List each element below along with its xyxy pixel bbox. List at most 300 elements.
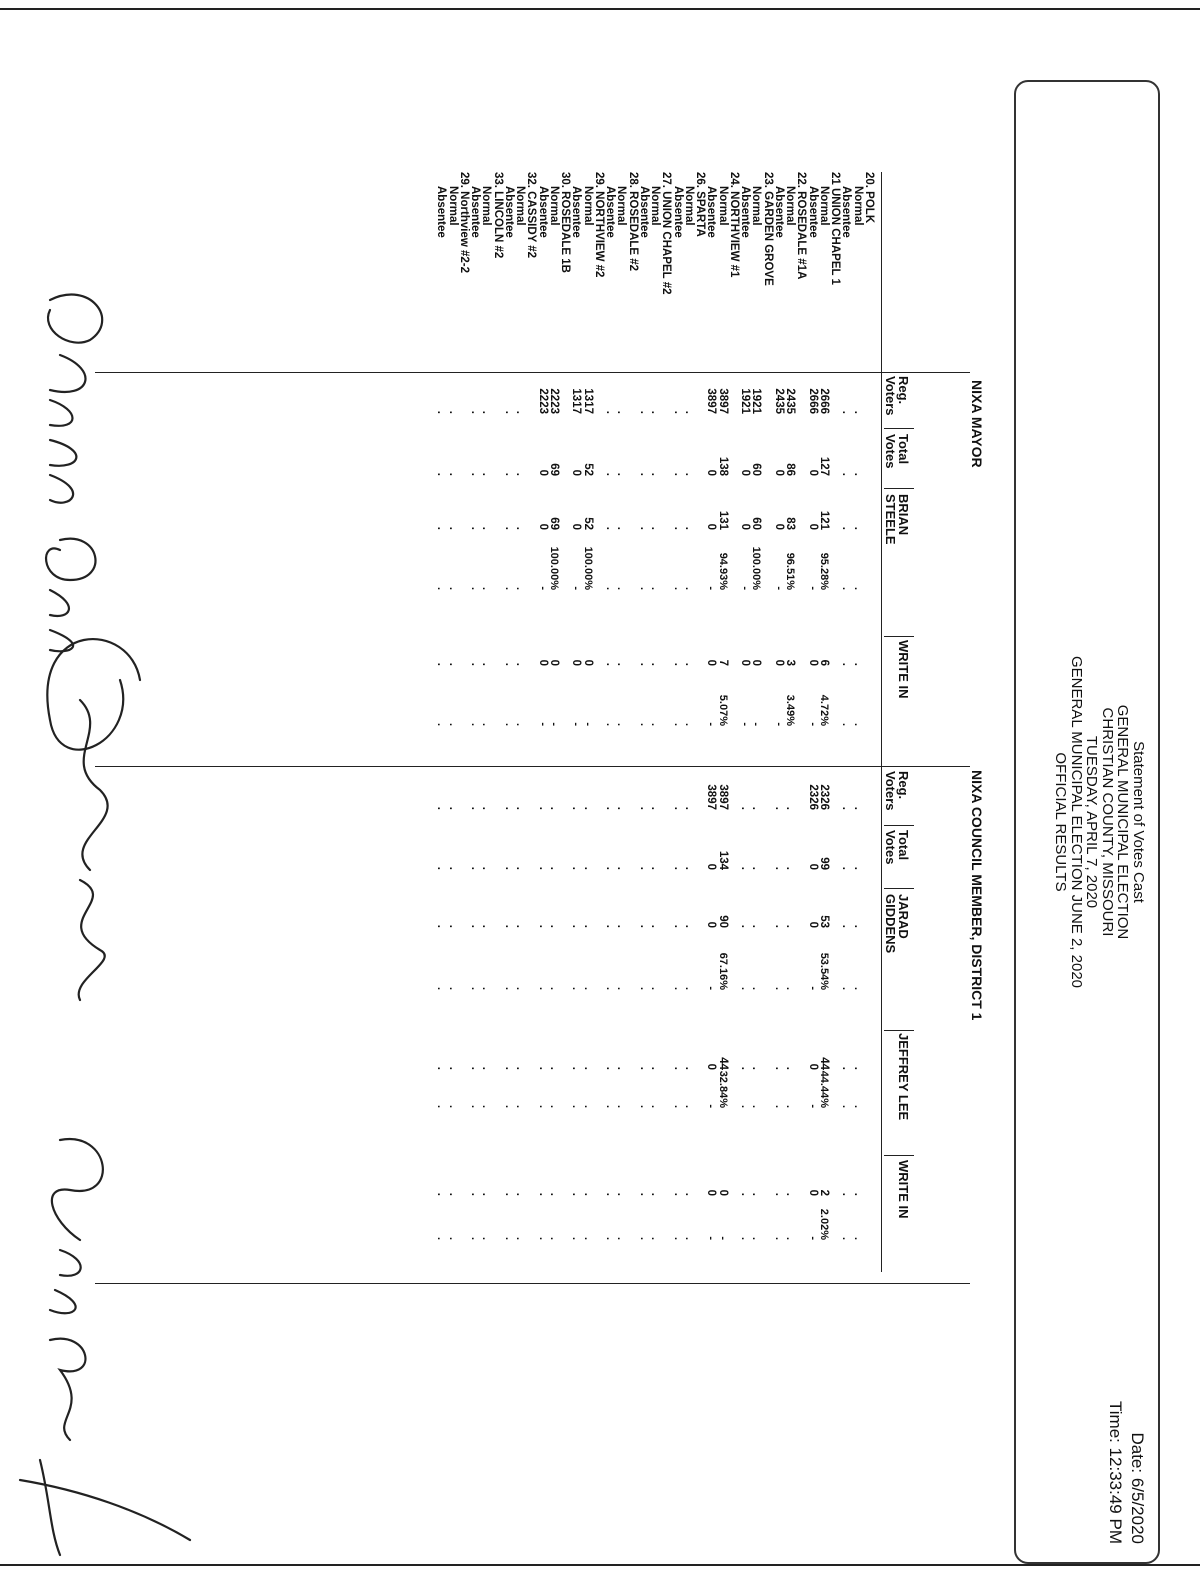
precinct-name: 24. NORTHVIEW #1 <box>728 172 740 278</box>
mayor-cell: . <box>851 410 864 414</box>
precinct-name: 26. SPARTA <box>694 172 707 237</box>
council-cell: 0 <box>806 1189 819 1196</box>
council-cell: . <box>570 806 583 810</box>
mayor-cell: . <box>851 722 864 726</box>
mayor-cell: 60 <box>750 463 763 476</box>
council-cell: . <box>773 806 785 810</box>
mayor-cell: . <box>446 586 459 590</box>
council-cell: . <box>649 866 662 870</box>
council-cell: . <box>739 1066 752 1070</box>
council-cell: 53 <box>818 915 830 928</box>
mayor-cell: . <box>435 662 448 666</box>
mayor-cell: . <box>503 662 515 666</box>
council-cell: . <box>480 1192 493 1196</box>
council-cell: . <box>671 1066 684 1070</box>
council-cell: . <box>503 1236 515 1240</box>
mayor-cell: . <box>503 472 515 476</box>
council-cell: . <box>739 924 752 928</box>
mayor-cell: 100.00% <box>548 546 560 590</box>
council-cell: . <box>570 1104 583 1108</box>
mayor-cell: . <box>480 526 493 530</box>
mayor-cell: . <box>840 722 853 726</box>
mayor-cell: . <box>649 722 662 726</box>
council-cell: 0 <box>806 1063 819 1070</box>
council-cell: . <box>649 986 662 990</box>
council-cell: . <box>683 1192 695 1196</box>
mayor-cell: 52 <box>581 517 594 530</box>
vote-type-label: Absentee <box>739 186 752 238</box>
report-date: Date: 6/5/2020 <box>1128 1432 1147 1544</box>
council-cell: . <box>469 1066 482 1070</box>
mayor-cell: - <box>750 722 763 726</box>
title-line: OFFICIAL RESULTS <box>1052 752 1070 892</box>
council-cell: . <box>750 1236 763 1240</box>
council-cell: . <box>604 1236 617 1240</box>
council-cell: . <box>514 1192 527 1196</box>
council-col-candidate-2: JEFFREY LEE <box>896 1033 911 1121</box>
council-cell: . <box>784 986 797 990</box>
council-race-title: NIXA COUNCIL MEMBER, DISTRICT 1 <box>969 770 985 1021</box>
mayor-cell: . <box>671 526 684 530</box>
council-cell: . <box>671 806 684 810</box>
mayor-cell: . <box>435 472 448 476</box>
council-cell: . <box>671 1192 684 1196</box>
council-cell: . <box>514 986 527 990</box>
council-cell: . <box>615 986 628 990</box>
council-cell: . <box>480 924 493 928</box>
mayor-cell: . <box>615 410 628 414</box>
council-cell: . <box>638 986 650 990</box>
precinct-name: 28. ROSEDALE #2 <box>626 172 639 272</box>
column-rule-end <box>95 1283 970 1284</box>
council-cell: . <box>446 986 459 990</box>
mayor-cell: . <box>503 410 515 414</box>
mayor-cell: - <box>536 586 549 590</box>
column-rule-council <box>95 766 970 767</box>
mayor-cell: . <box>649 662 662 666</box>
mayor-cell: . <box>604 586 617 590</box>
council-cell: . <box>773 1066 785 1070</box>
mayor-cell: . <box>446 722 459 726</box>
mayor-cell: 0 <box>536 659 549 666</box>
vote-type-label: Normal <box>649 186 662 226</box>
council-cell: . <box>750 1104 763 1108</box>
mayor-cell: . <box>671 410 684 414</box>
council-cell: . <box>604 1192 617 1196</box>
vote-type-label: Normal <box>615 186 628 226</box>
mayor-cell: . <box>840 526 853 530</box>
council-cell: . <box>503 924 515 928</box>
title-line: GENERAL MUNICIPAL ELECTION <box>1114 704 1132 940</box>
council-cell: . <box>548 1192 560 1196</box>
council-cell: . <box>683 986 695 990</box>
mayor-col-reg-voters: Reg. Voters <box>883 376 911 416</box>
council-cell: . <box>773 924 785 928</box>
mayor-cell: - <box>739 586 752 590</box>
council-cell: 2326 <box>806 784 819 810</box>
council-cell: . <box>469 806 482 810</box>
mayor-cell: 96.51% <box>784 552 797 590</box>
mayor-cell: . <box>649 586 662 590</box>
vote-type-label: Normal <box>446 186 459 226</box>
mayor-race-title: NIXA MAYOR <box>969 380 985 468</box>
council-cell: . <box>638 1066 650 1070</box>
mayor-cell: . <box>649 526 662 530</box>
mayor-cell: 69 <box>548 517 560 530</box>
mayor-cell: . <box>514 722 527 726</box>
mayor-cell: . <box>851 472 864 476</box>
mayor-cell: 0 <box>536 523 549 530</box>
council-cell: 0 <box>705 863 718 870</box>
council-cell: . <box>536 924 549 928</box>
mayor-cell: . <box>469 410 482 414</box>
vote-type-label: Normal <box>480 186 493 226</box>
council-cell: . <box>604 1104 617 1108</box>
council-cell: . <box>784 866 797 870</box>
council-cell: . <box>773 1192 785 1196</box>
council-cell: . <box>503 1192 515 1196</box>
council-cell: . <box>581 1104 594 1108</box>
vote-type-label: Normal <box>716 186 729 226</box>
report-time: Time: 12:33:49 PM <box>1106 1401 1125 1544</box>
vote-type-label: Absentee <box>671 186 684 238</box>
council-col-write-in: WRITE IN <box>896 1160 911 1219</box>
title-line: GENERAL MUNICIPAL ELECTION JUNE 2, 2020 <box>1068 655 1085 989</box>
council-cell: 32.84% <box>716 1070 729 1108</box>
mayor-cell: 0 <box>705 523 718 530</box>
mayor-cell: . <box>514 586 527 590</box>
council-cell: - <box>705 1236 718 1240</box>
council-cell: . <box>840 986 853 990</box>
mayor-cell: . <box>446 662 459 666</box>
mayor-cell: . <box>469 662 482 666</box>
council-cell: . <box>851 924 864 928</box>
mayor-cell: 7 <box>716 659 729 666</box>
council-cell: . <box>615 1104 628 1108</box>
council-cell: . <box>503 806 515 810</box>
council-cell: 0 <box>806 863 819 870</box>
vote-type-label: Absentee <box>604 186 617 238</box>
mayor-cell: 2435 <box>784 388 797 414</box>
council-cell: . <box>570 924 583 928</box>
council-cell: . <box>446 806 459 810</box>
mayor-cell: 0 <box>536 469 549 476</box>
council-cell: . <box>671 866 684 870</box>
council-cell: - <box>705 986 718 990</box>
council-cell: . <box>581 924 594 928</box>
council-cell: . <box>469 1192 482 1196</box>
mayor-cell: 0 <box>570 469 583 476</box>
vote-type-label: Normal <box>683 186 695 226</box>
mayor-cell: 0 <box>773 659 785 666</box>
council-col-candidate-1: JARAD GIDDENS <box>883 894 911 954</box>
council-cell: . <box>638 1192 650 1196</box>
council-cell: . <box>671 924 684 928</box>
mayor-cell: 95.28% <box>818 552 830 590</box>
mayor-cell: . <box>469 472 482 476</box>
council-cell: . <box>480 986 493 990</box>
mayor-cell: . <box>503 722 515 726</box>
column-rule-mayor <box>95 372 970 373</box>
council-cell: . <box>671 1236 684 1240</box>
council-cell: . <box>649 806 662 810</box>
council-cell: . <box>514 1236 527 1240</box>
mayor-cell: - <box>773 722 785 726</box>
mayor-col-candidate: BRIAN STEELE <box>883 494 911 545</box>
council-cell: . <box>840 1104 853 1108</box>
council-cell: . <box>536 866 549 870</box>
council-cell: . <box>570 986 583 990</box>
mayor-cell: 3 <box>784 659 797 666</box>
council-cell: . <box>548 986 560 990</box>
council-cell: . <box>784 806 797 810</box>
council-cell: . <box>851 866 864 870</box>
council-cell: 134 <box>716 850 729 870</box>
column-rule <box>884 825 914 826</box>
council-cell: 0 <box>705 921 718 928</box>
council-cell: . <box>469 924 482 928</box>
council-cell: . <box>446 1104 459 1108</box>
council-cell: . <box>514 1066 527 1070</box>
column-rule <box>884 488 914 489</box>
mayor-cell: 2223 <box>548 388 560 414</box>
council-cell: . <box>851 1104 864 1108</box>
mayor-cell: 0 <box>548 659 560 666</box>
mayor-cell: 0 <box>773 523 785 530</box>
council-cell: . <box>480 1066 493 1070</box>
mayor-cell: . <box>649 472 662 476</box>
mayor-cell: 0 <box>806 469 819 476</box>
mayor-cell: 0 <box>705 469 718 476</box>
mayor-cell: . <box>480 722 493 726</box>
council-cell: . <box>581 986 594 990</box>
council-cell: . <box>548 866 560 870</box>
mayor-cell: . <box>671 662 684 666</box>
mayor-cell: . <box>604 410 617 414</box>
mayor-cell: . <box>683 662 695 666</box>
council-cell: . <box>435 806 448 810</box>
mayor-cell: - <box>536 722 549 726</box>
mayor-cell: 86 <box>784 463 797 476</box>
column-rule <box>884 636 914 637</box>
vote-type-label: Normal <box>818 186 830 226</box>
council-cell: . <box>615 924 628 928</box>
council-cell: . <box>773 986 785 990</box>
column-rule <box>884 888 914 889</box>
council-cell: . <box>548 924 560 928</box>
council-cell: . <box>638 866 650 870</box>
council-cell: . <box>739 1192 752 1196</box>
council-cell: . <box>840 924 853 928</box>
council-cell: . <box>480 1104 493 1108</box>
council-cell: . <box>514 924 527 928</box>
mayor-cell: 0 <box>773 469 785 476</box>
mayor-cell: - <box>806 722 819 726</box>
mayor-cell: . <box>851 586 864 590</box>
council-cell: 3897 <box>705 784 718 810</box>
mayor-cell: . <box>649 410 662 414</box>
council-cell: 44 <box>716 1057 729 1070</box>
council-cell: . <box>851 806 864 810</box>
mayor-cell: 100.00% <box>750 546 763 590</box>
mayor-cell: . <box>503 586 515 590</box>
council-cell: . <box>435 1104 448 1108</box>
council-cell: . <box>480 866 493 870</box>
mayor-cell: . <box>638 410 650 414</box>
mayor-cell: . <box>840 472 853 476</box>
council-col-reg-voters: Reg. Voters <box>883 771 911 811</box>
council-cell: . <box>469 1236 482 1240</box>
handwritten-signatures <box>10 260 200 1560</box>
mayor-cell: . <box>840 410 853 414</box>
council-cell: 2326 <box>818 784 830 810</box>
council-cell: . <box>581 866 594 870</box>
council-cell: . <box>536 986 549 990</box>
mayor-cell: . <box>638 662 650 666</box>
council-cell: . <box>548 806 560 810</box>
mayor-cell: . <box>638 526 650 530</box>
council-cell: - <box>716 1236 729 1240</box>
mayor-cell: 94.93% <box>716 552 729 590</box>
council-cell: . <box>435 924 448 928</box>
council-cell: . <box>503 986 515 990</box>
mayor-cell: 4.72% <box>818 694 830 726</box>
council-cell: . <box>773 1236 785 1240</box>
mayor-cell: . <box>683 586 695 590</box>
council-cell: . <box>446 1236 459 1240</box>
council-cell: . <box>446 1192 459 1196</box>
mayor-cell: 3897 <box>716 388 729 414</box>
council-cell: . <box>480 1236 493 1240</box>
mayor-cell: . <box>615 722 628 726</box>
precinct-name: 23. GARDEN GROVE <box>761 172 774 286</box>
mayor-cell: . <box>514 472 527 476</box>
council-cell: . <box>840 866 853 870</box>
council-cell: 67.16% <box>716 952 729 990</box>
mayor-cell: 0 <box>570 523 583 530</box>
mayor-cell: . <box>683 722 695 726</box>
council-cell: - <box>806 986 819 990</box>
mayor-cell: . <box>604 526 617 530</box>
mayor-cell: 0 <box>739 659 752 666</box>
mayor-cell: . <box>480 410 493 414</box>
council-cell: . <box>615 1236 628 1240</box>
mayor-cell: 0 <box>806 659 819 666</box>
council-cell: . <box>514 1104 527 1108</box>
mayor-cell: . <box>840 662 853 666</box>
precinct-name: 29. NORTHVIEW #2 <box>593 172 605 278</box>
council-cell: . <box>683 806 695 810</box>
council-cell: 53.54% <box>818 952 830 990</box>
council-cell: . <box>435 866 448 870</box>
vote-type-label: Absentee <box>469 186 482 238</box>
council-cell: . <box>469 866 482 870</box>
mayor-cell: . <box>615 472 628 476</box>
council-cell: 2.02% <box>818 1208 830 1240</box>
council-cell: . <box>683 1104 695 1108</box>
council-cell: . <box>683 1236 695 1240</box>
council-cell: 2 <box>818 1189 830 1196</box>
council-cell: 0 <box>806 921 819 928</box>
precinct-name: 22. ROSEDALE #1A <box>795 172 808 280</box>
mayor-cell: 1317 <box>581 388 594 414</box>
council-cell: . <box>469 1104 482 1108</box>
council-cell: . <box>604 986 617 990</box>
council-cell: . <box>570 1192 583 1196</box>
mayor-cell: . <box>683 472 695 476</box>
precinct-name: 30. ROSEDALE 1B <box>559 172 572 273</box>
council-cell: - <box>806 1104 819 1108</box>
council-cell: . <box>581 1192 594 1196</box>
mayor-cell: 60 <box>750 517 763 530</box>
council-cell: - <box>705 1104 718 1108</box>
council-cell: . <box>536 1104 549 1108</box>
mayor-cell: 2666 <box>806 388 819 414</box>
mayor-cell: 2223 <box>536 388 549 414</box>
council-cell: . <box>750 1192 763 1196</box>
precinct-name: 20. POLK <box>863 172 875 224</box>
council-cell: . <box>604 866 617 870</box>
mayor-cell: - <box>548 722 560 726</box>
mayor-cell: 0 <box>705 659 718 666</box>
title-line: TUESDAY, APRIL 7, 2020 <box>1083 735 1101 909</box>
council-cell: . <box>784 924 797 928</box>
mayor-col-write-in: WRITE IN <box>896 640 911 699</box>
council-cell: . <box>784 1066 797 1070</box>
council-cell: . <box>750 866 763 870</box>
council-cell: . <box>548 1066 560 1070</box>
mayor-cell: 0 <box>806 523 819 530</box>
council-cell: . <box>851 1236 864 1240</box>
council-cell: . <box>638 1236 650 1240</box>
council-cell: . <box>750 986 763 990</box>
mayor-cell: 6 <box>818 659 830 666</box>
council-cell: . <box>671 986 684 990</box>
column-rule <box>884 1155 914 1156</box>
council-cell: . <box>435 1236 448 1240</box>
council-cell: . <box>784 1236 797 1240</box>
mayor-cell: . <box>469 722 482 726</box>
council-cell: . <box>773 866 785 870</box>
mayor-cell: 2435 <box>773 388 785 414</box>
mayor-cell: - <box>570 722 583 726</box>
council-cell: . <box>615 806 628 810</box>
mayor-cell: . <box>469 526 482 530</box>
vote-type-label: Absentee <box>570 186 583 238</box>
council-cell: . <box>683 924 695 928</box>
mayor-cell: . <box>851 662 864 666</box>
mayor-cell: 1921 <box>739 388 752 414</box>
council-cell: . <box>638 924 650 928</box>
mayor-cell: 3.49% <box>784 694 797 726</box>
mayor-cell: 2666 <box>818 388 830 414</box>
council-cell: 0 <box>705 1189 718 1196</box>
council-cell: . <box>773 1104 785 1108</box>
mayor-cell: . <box>514 662 527 666</box>
mayor-cell: . <box>446 472 459 476</box>
mayor-cell: 5.07% <box>716 694 729 726</box>
mayor-cell: 83 <box>784 517 797 530</box>
council-cell: . <box>649 924 662 928</box>
mayor-cell: . <box>615 586 628 590</box>
council-cell: . <box>570 866 583 870</box>
mayor-cell: . <box>683 526 695 530</box>
vote-type-label: Absentee <box>806 186 819 238</box>
council-cell: . <box>548 1236 560 1240</box>
council-cell: . <box>604 924 617 928</box>
council-cell: . <box>638 1104 650 1108</box>
council-cell: . <box>435 1066 448 1070</box>
